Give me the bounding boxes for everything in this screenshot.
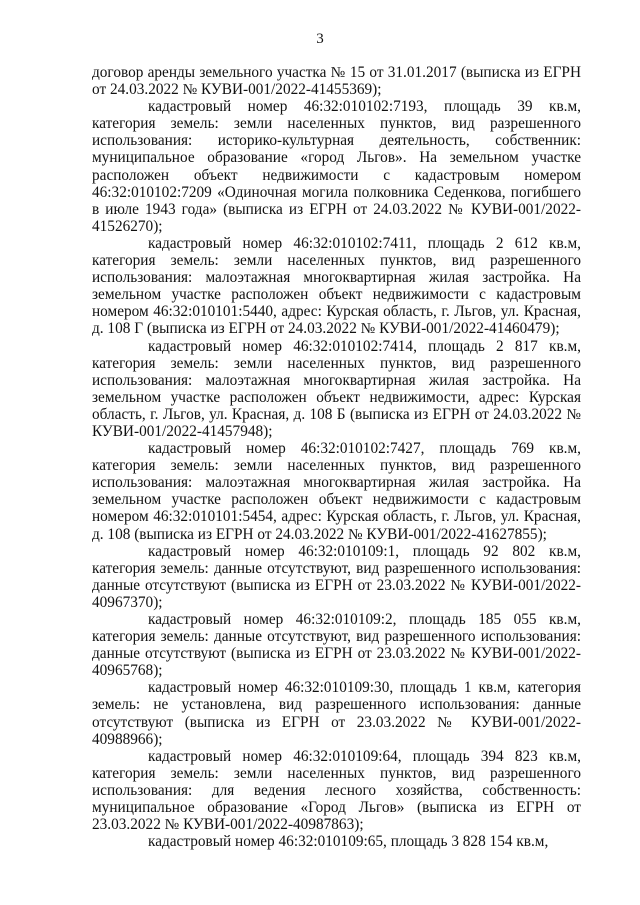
paragraph-cadastral-010109-64: кадастровый номер 46:32:010109:64, площадь 394 823 кв.м, категория земель: земли населенных пунктов, вид разрешенного использования: для ведения лесного хозяйства, собственность: муниципальное образование «Город Льгов» (выписка из ЕГРН от 23.03.2022 № КУВИ-001/2022-40987863);	[92, 747, 581, 834]
document-body	[92, 64, 581, 850]
paragraph-cadastral-7193: кадастровый номер 46:32:010102:7193, площадь 39 кв.м, категория земель: земли населенных пунктов, вид разрешенного использования: историко-культурная деятельность, собственник: муниципальное образование «город Льгов». На земельном участке расположен объект недвижимости с кадастровым номером 46:32:010102:7209 «Одиночная могила полковника Седенкова, погибшего в июле 1943 года» (выписка из ЕГРН от 24.03.2022 № КУВИ-001/2022-41526270);	[92, 98, 581, 235]
paragraph-cadastral-010109-65: кадастровый номер 46:32:010109:65, площадь 3 828 154 кв.м,	[148, 833, 549, 851]
page-number: 3	[316, 31, 324, 47]
paragraph-continuation: договор аренды земельного участка № 15 от 31.01.2017 (выписка из ЕГРН от 24.03.2022 № КУВИ-001/2022-41455369);	[92, 64, 581, 99]
paragraph-cadastral-7411: кадастровый номер 46:32:010102:7411, площадь 2 612 кв.м, категория земель: земли населенных пунктов, вид разрешенного использования: малоэтажная многоквартирная жилая застройка. На земельном участке расположен объект недвижимости с кадастровым номером 46:32:010101:5440, адрес: Курская область, г. Льгов, ул. Красная, д. 108 Г (выписка из ЕГРН от 24.03.2022 № КУВИ-001/2022-41460479);	[92, 234, 581, 338]
paragraph-cadastral-010109-2: кадастровый номер 46:32:010109:2, площадь 185 055 кв.м, категория земель: данные отсутствуют, вид разрешенного использования: данные отсутствуют (выписка из ЕГРН от 23.03.2022 № КУВИ-001/2022-40965768);	[92, 611, 581, 680]
paragraph-cadastral-7414: кадастровый номер 46:32:010102:7414, площадь 2 817 кв.м, категория земель: земли населенных пунктов, вид разрешенного использования: малоэтажная многоквартирная жилая застройка. На земельном участке расположен объект недвижимости, адрес: Курская область, г. Льгов, ул. Красная, д. 108 Б (выписка из ЕГРН от 24.03.2022 № КУВИ-001/2022-41457948);	[92, 337, 581, 440]
paragraph-cadastral-010109-1: кадастровый номер 46:32:010109:1, площадь 92 802 кв.м, категория земель: данные отсутствуют, вид разрешенного использования: данные отсутствуют (выписка из ЕГРН от 23.03.2022 № КУВИ-001/2022-40967370);	[92, 542, 581, 611]
paragraph-cadastral-010109-30: кадастровый номер 46:32:010109:30, площадь 1 кв.м, категория земель: не установлена, вид разрешенного использования: данные отсутствуют (выписка из ЕГРН от 23.03.2022 № КУВИ-001/2022-40988966);	[92, 679, 581, 748]
paragraph-cadastral-7427: кадастровый номер 46:32:010102:7427, площадь 769 кв.м, категория земель: земли населенных пунктов, вид разрешенного использования: малоэтажная многоквартирная жилая застройка. На земельном участке расположен объект недвижимости с кадастровым номером 46:32:010101:5454, адрес: Курская область, г. Льгов, ул. Красная, д. 108 (выписка из ЕГРН от 24.03.2022 № КУВИ-001/2022-41627855);	[92, 440, 581, 543]
